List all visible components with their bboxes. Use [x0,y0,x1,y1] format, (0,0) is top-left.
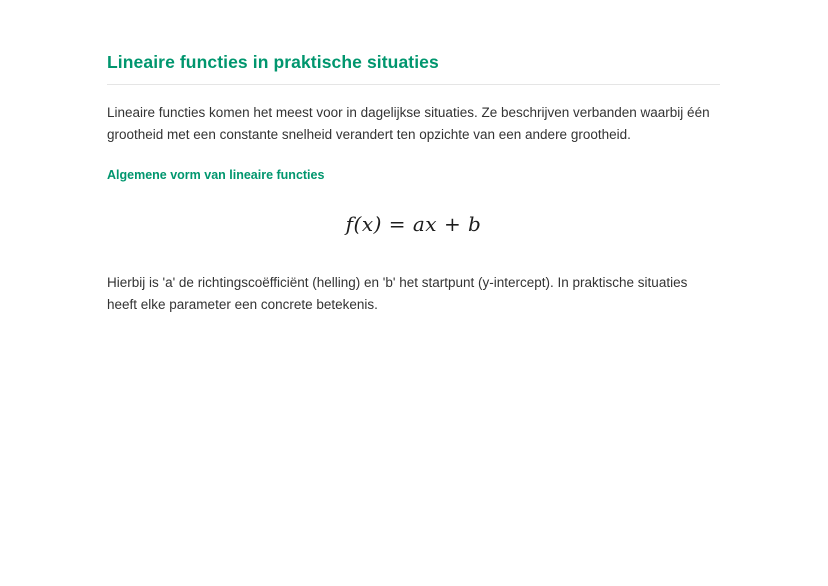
section-subheading: Algemene vorm van lineaire functies [107,167,325,182]
formula-block [107,212,720,236]
title-divider [107,84,720,85]
page-title: Lineaire functies in praktische situaties [107,52,439,72]
intro-paragraph: Lineaire functies komen het meest voor in dagelijkse situaties. Ze beschrijven verbanden waarbij één grootheid met een constante snelheid verandert ten opzichte van een andere grootheid. [107,105,710,142]
math-formula: f(x) = ax + b [345,211,482,236]
explanation-paragraph: Hierbij is 'a' de richtingscoëfficiënt (helling) en 'b' het startpunt (y-intercept). In praktische situaties heeft elke parameter een concrete betekenis. [107,274,688,312]
